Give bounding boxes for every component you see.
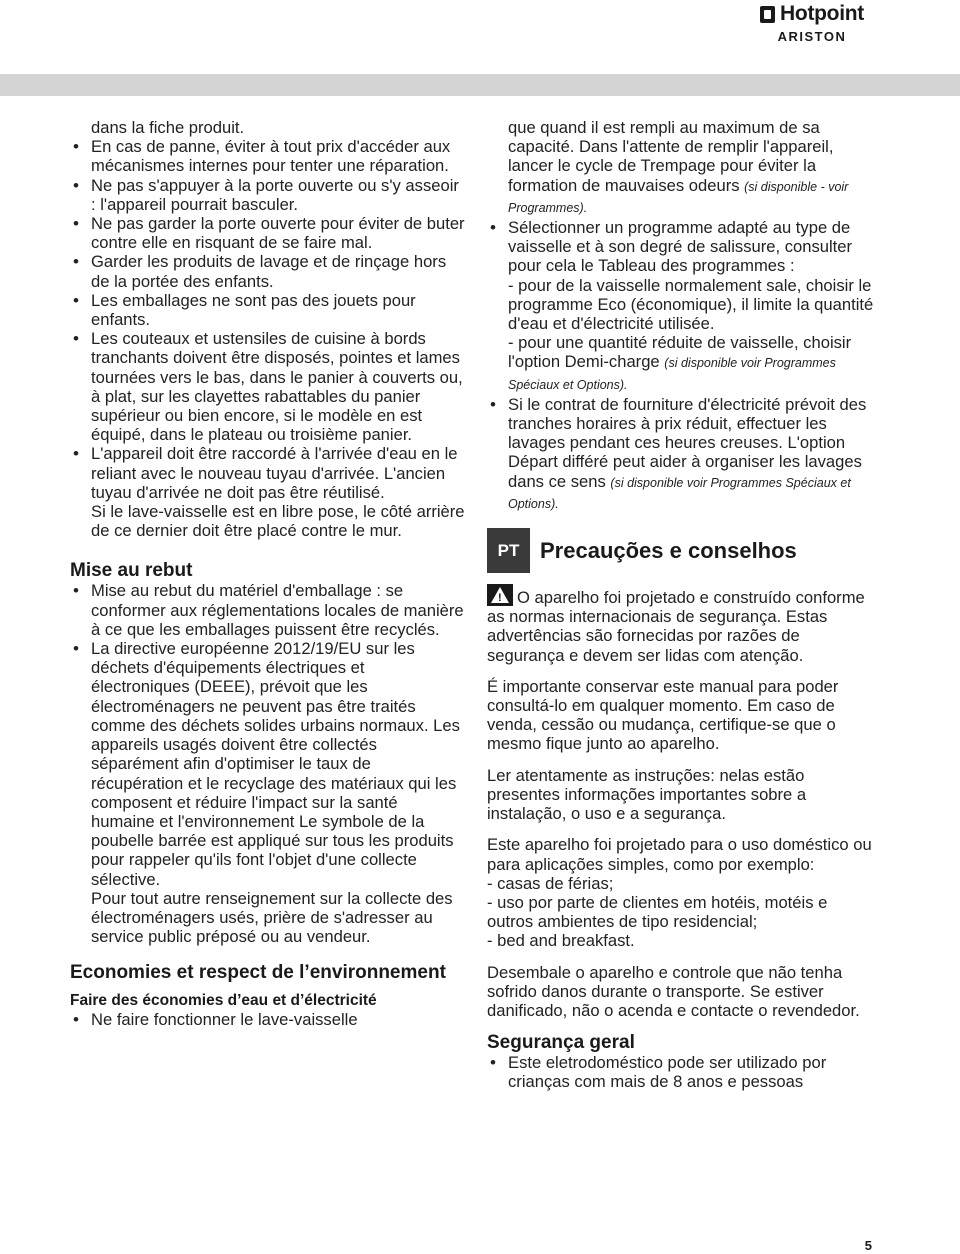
note: (si disponible - voir Programmes). bbox=[508, 179, 849, 215]
list-item: - casas de férias; bbox=[487, 873, 614, 893]
brand-mark-icon bbox=[760, 6, 775, 23]
disposal-list bbox=[70, 581, 465, 888]
right-column bbox=[487, 118, 877, 1092]
list-item: • Garder les produits de lavage et de rinçage hors de la portée des enfants. bbox=[70, 252, 465, 290]
header bbox=[0, 0, 960, 92]
list-item: • La directive européenne 2012/19/EU sur les déchets d'équipements électriques et électroniques (DEEE), prévoit que les électroménagers ne peuvent pas être traités comme des déchets solides urbains normaux. Les appareils usagés doivent être collectés séparément afin d'optimiser le taux de récupération et le recyclage des matériaux qui les composent et réduire l'impact sur la santé humaine et l'environnement Le symbole de la poubelle barrée est appliqué sur tous les produits pour rappeler qu'ils font l'objet d'une collecte sélective. bbox=[70, 639, 465, 889]
left-column bbox=[70, 118, 465, 1030]
safety-list-fr bbox=[70, 137, 465, 502]
list-item: • Este eletrodoméstico pode ser utilizado por crianças com mais de 8 anos e pessoas bbox=[487, 1053, 877, 1091]
brand-sub: ARISTON bbox=[777, 29, 847, 44]
list-item: • Les emballages ne sont pas des jouets pour enfants. bbox=[70, 291, 465, 329]
list-item: • Sélectionner un programme adapté au type de vaisselle et à son degré de salissure, consulter pour cela le Tableau des programmes : - pour de la vaisselle normalement sale, choisir le programme Eco (économique), il limite la quantité d'eau et d'électricité utilisée. - pour une quantité réduite de vaisselle, choisir l'option Demi-charge (si disponible voir Programmes Spéciaux et Options). bbox=[487, 218, 877, 395]
page-number: 5 bbox=[864, 1238, 872, 1253]
paragraph: Este aparelho foi projetado para o uso doméstico ou para aplicações simples, como por exemplo: bbox=[487, 835, 872, 874]
paragraph: Desembale o aparelho e controle que não tenha sofrido danos durante o transporte. Se estiver danificado, não o acenda e contacte o revendedor. bbox=[487, 962, 860, 1020]
list-item: • Ne pas garder la porte ouverte pour éviter de buter contre elle en risquant de se faire mal. bbox=[70, 214, 465, 252]
paragraph: É importante conservar este manual para poder consultá-lo em qualquer momento. Em caso de venda, cessão ou mudança, certifique-se que o mesmo fique junto ao aparelho. bbox=[487, 676, 839, 754]
list-item: • Ne faire fonctionner le lave-vaisselle bbox=[70, 1010, 465, 1029]
continued-text: dans la fiche produit. bbox=[91, 118, 245, 137]
paragraph: Si le lave-vaisselle est en libre pose, le côté arrière de ce dernier doit être placé contre le mur. bbox=[91, 502, 465, 541]
heading-mise-au-rebut: Mise au rebut bbox=[70, 560, 193, 582]
brand-name: Hotpoint bbox=[780, 2, 864, 25]
note: (si disponible voir Programmes Spéciaux et Options). bbox=[508, 475, 851, 511]
list-item: • Les couteaux et ustensiles de cuisine à bords tranchants doivent être disposés, pointes et lames tournées vers le bas, dans le panier à couverts ou, à plat, sur les clayettes rabattables du panier supérieur ou bien encore, si le modèle en est équipé, dans le plateau ou troisième panier. bbox=[70, 329, 465, 444]
heading-seguranca-geral: Segurança geral bbox=[487, 1032, 635, 1054]
list-item: • L'appareil doit être raccordé à l'arrivée d'eau en le reliant avec le nouveau tuyau d'arrivée. L'ancien tuyau d'arrivée ne doit pas être réutilisé. bbox=[70, 444, 465, 502]
list-item: • En cas de panne, éviter à tout prix d'accéder aux mécanismes internes pour tenter une réparation. bbox=[70, 137, 465, 175]
note: (si disponible voir Programmes Spéciaux et Options). bbox=[508, 356, 836, 392]
list-item: • Si le contrat de fourniture d'électricité prévoit des tranches horaires à prix réduit, effectuer les lavages pendant ces heures creuses. L'option Départ différé peut aider à organiser les lavages dans ce sens (si disponible voir Programmes Spéciaux et Options). bbox=[487, 395, 877, 514]
sub-item: - pour une quantité réduite de vaisselle, choisir l'option Demi-charge bbox=[508, 333, 852, 372]
continued-text: que quand il est rempli au maximum de sa capacité. Dans l'attente de remplir l'appareil, lancer le cycle de Trempage pour éviter la formation de mauvaises odeurs (si disponible - voir Programmes). bbox=[508, 118, 849, 215]
list-item: - bed and breakfast. bbox=[487, 931, 635, 951]
section-title: Precauções e conselhos bbox=[540, 537, 797, 563]
heading-economies: Economies et respect de l’environnement bbox=[70, 962, 446, 984]
warning-icon bbox=[487, 584, 513, 606]
warning-paragraph: ! O aparelho foi projetado e construído conforme as normas internacionais de segurança. Estas advertências são fornecidas por razões de segurança e devem ser lidas com atenção. bbox=[487, 585, 877, 665]
subheading-economies: Faire des économies d’eau et d’électricité bbox=[70, 992, 377, 1010]
economy-list-cont bbox=[487, 218, 877, 514]
language-badge: PT bbox=[487, 528, 530, 573]
paragraph: Ler atentamente as instruções: nelas estão presentes informações importantes sobre a instalação, o uso e a segurança. bbox=[487, 765, 807, 824]
brand-logo bbox=[752, 2, 872, 44]
list-item: • Mise au rebut du matériel d'emballage : se conformer aux réglementations locales de manière à ce que les emballages puissent être recyclés. bbox=[70, 581, 465, 639]
safety-list-pt bbox=[487, 1053, 877, 1091]
sub-item: - pour de la vaisselle normalement sale, choisir le programme Eco (économique), il limite la quantité d'eau et d'électricité utilisée. bbox=[508, 275, 874, 334]
economy-list bbox=[70, 1010, 465, 1029]
list-item: - uso por parte de clientes em hotéis, motéis e outros ambientes de tipo residencial; bbox=[487, 892, 828, 932]
language-section-header bbox=[487, 528, 877, 573]
paragraph: Pour tout autre renseignement sur la collecte des électroménagers usés, prière de s'adresser au service public préposé ou au vendeur. bbox=[91, 888, 453, 947]
header-band bbox=[0, 74, 960, 96]
list-item: • Ne pas s'appuyer à la porte ouverte ou s'y asseoir : l'appareil pourrait basculer. bbox=[70, 176, 465, 214]
